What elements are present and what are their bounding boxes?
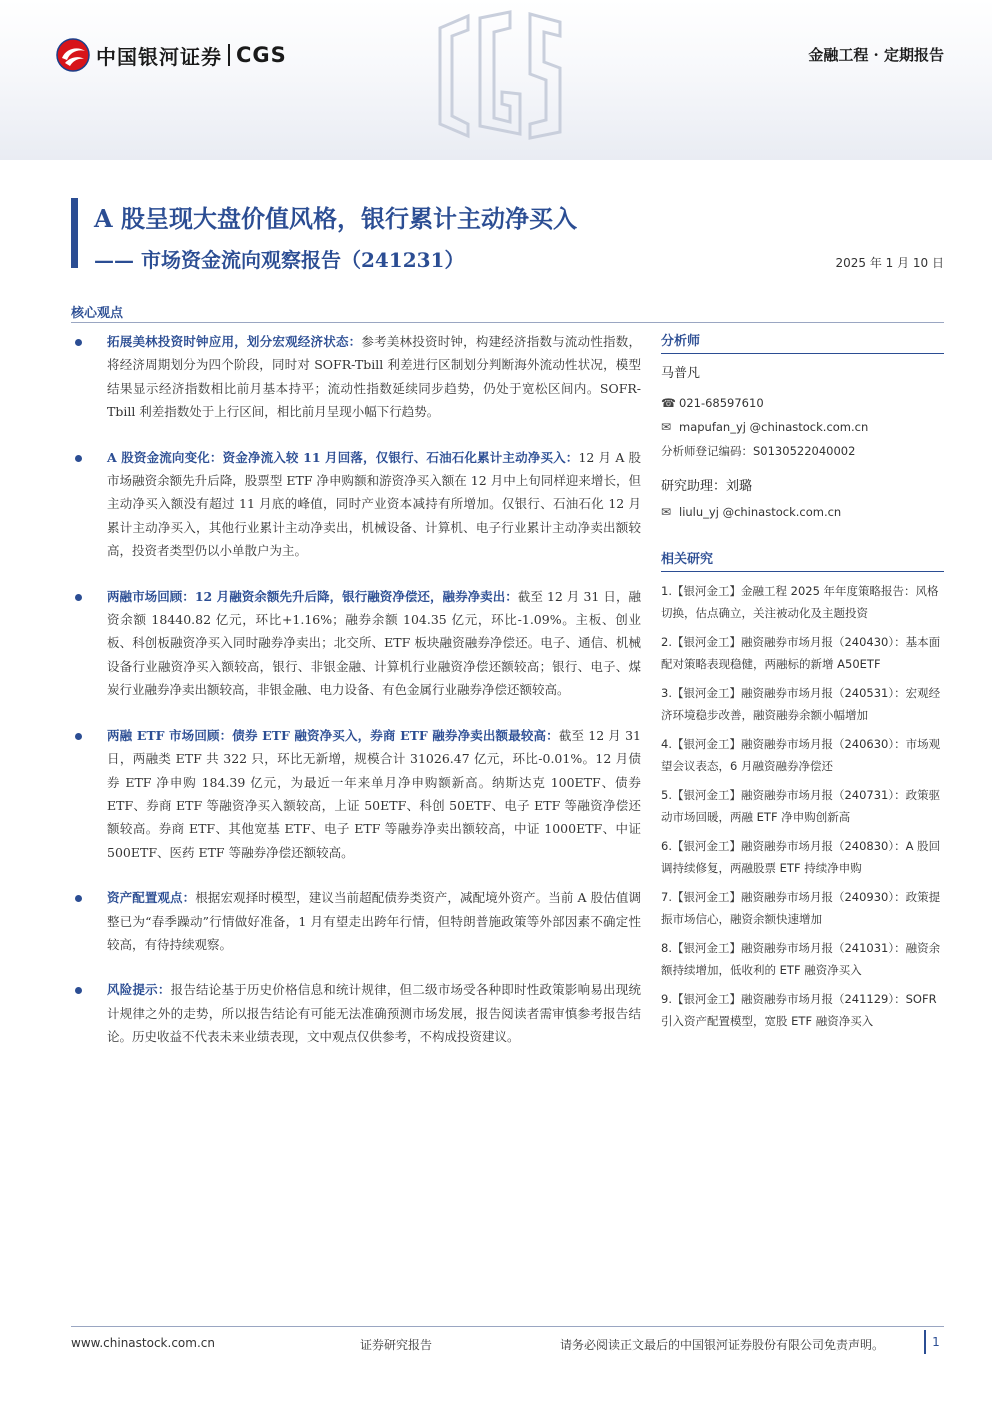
mail-icon: ✉ bbox=[661, 420, 672, 434]
analyst-name: 马普凡 bbox=[661, 366, 701, 381]
page-subtitle: —— 市场资金流向观察报告（241231） bbox=[94, 248, 465, 272]
bullet-icon bbox=[75, 339, 82, 346]
core-point-text bbox=[107, 330, 641, 424]
logo-mark-icon bbox=[56, 38, 90, 72]
core-point-text bbox=[107, 886, 641, 956]
core-point-body: 截至 12 月 31 日，两融类 ETF 共 322 只，环比无新增，规模合计 31026.47 亿元，环比-0.01%。12 月债券 ETF 净申购 184.39 亿元，为最近一年来单月净申购额新高。纳斯达克 100ETF、债券 ETF、券商 ETF 等融资净买入额较高，上证 50ETF、科创 50ETF、电子 ETF 等融资净偿还额较高。券商 ETF、其他宽基 ETF、电子 ETF 等融券净卖出额较高，中证 1000ETF、中证 500ETF、医药 ETF 等融券净偿还额较高。 bbox=[107, 727, 641, 860]
core-point bbox=[71, 446, 641, 563]
related-research-item[interactable]: 2.【银河金工】融资融券市场月报（240430）：基本面配对策略表现稳健，两融标的新增 A50ETF bbox=[661, 635, 941, 671]
related-research-item[interactable]: 1.【银河金工】金融工程 2025 年年度策略报告：风格切换，估点确立，关注被动化及主题投资 bbox=[661, 584, 939, 620]
footer-report-type: 证券研究报告 bbox=[360, 1338, 433, 1352]
core-point bbox=[71, 724, 641, 864]
core-point-text bbox=[107, 724, 641, 864]
analyst-email[interactable] bbox=[661, 415, 944, 439]
related-research-heading: 相关研究 bbox=[661, 548, 944, 572]
footer-disclaimer: 请务必阅读正文最后的中国银河证券股份有限公司免责声明。 bbox=[560, 1338, 885, 1352]
core-point-title: 两融 ETF 市场回顾：债券 ETF 融资净买入，券商 ETF 融券净卖出额最较高： bbox=[107, 727, 559, 743]
cgs-watermark-icon bbox=[430, 8, 570, 143]
doc-type: 金融工程 · 定期报告 bbox=[808, 46, 944, 64]
related-research-item[interactable]: 6.【银河金工】融资融券市场月报（240830）：A 股回调持续修复，两融股票 ETF 持续净申购 bbox=[661, 839, 941, 875]
analyst-email-value[interactable]: mapufan_yj @chinastock.com.cn bbox=[679, 420, 869, 434]
related-research-item[interactable]: 4.【银河金工】融资融券市场月报（240630）：市场观望会议表态，6 月融资融券净偿还 bbox=[661, 737, 941, 773]
core-point-title: 风险提示： bbox=[107, 982, 171, 998]
company-logo bbox=[56, 38, 287, 72]
page-title: A 股呈现大盘价值风格，银行累计主动净买入 bbox=[94, 204, 577, 233]
core-point-text bbox=[107, 446, 641, 563]
related-research-item[interactable]: 9.【银河金工】融资融券市场月报（241129）：SOFR 引入资产配置模型，宽股 ETF 融资净买入 bbox=[661, 992, 937, 1028]
core-view-heading: 核心观点 bbox=[71, 306, 124, 321]
core-point-text bbox=[107, 585, 641, 702]
core-point-body: 参考美林投资时钟，构建经济指数与流动性指数，将经济周期划分为四个阶段，同时对 SOFR-Tbill 利差进行区制划分判断海外流动性状况，模型结果显示经济指数相比前月基本持平；流动性指数延续同步趋势，仍处于宽松区间内。SOFR-Tbill 利差指数处于上行区间，相比前月呈现小幅下行趋势。 bbox=[107, 334, 641, 420]
core-points bbox=[71, 330, 641, 1071]
phone-icon: ☎ bbox=[661, 396, 676, 410]
core-point-body: 根据宏观择时模型，建议当前超配债券类资产，减配境外资产。当前 A 股估值调整已为“春季躁动”行情做好准备，1 月有望走出跨年行情，但特朗普施政策等外部因素不确定性较高，有待持续观察。 bbox=[107, 890, 641, 952]
bullet-icon bbox=[75, 987, 82, 994]
related-research-item[interactable]: 5.【银河金工】融资融券市场月报（240731）：政策驱动市场回暖，两融 ETF 净申购创新高 bbox=[661, 788, 941, 824]
core-point bbox=[71, 978, 641, 1048]
analyst-registration: 分析师登记编码：S0130522040002 bbox=[661, 444, 856, 458]
analyst-heading: 分析师 bbox=[661, 330, 944, 354]
related-research-item[interactable]: 7.【银河金工】融资融券市场月报（240930）：政策提振市场信心，融资余额快速增加 bbox=[661, 890, 941, 926]
core-point-text bbox=[107, 978, 641, 1048]
analyst-phone-value: 021-68597610 bbox=[679, 396, 764, 410]
core-point-title: 两融市场回顾：12 月融资余额先升后降，银行融资净偿还，融券净卖出： bbox=[107, 588, 518, 604]
bullet-icon bbox=[75, 895, 82, 902]
core-point-body: 报告结论基于历史价格信息和统计规律，但二级市场受各种即时性政策影响易出现统计规律之外的走势，所以报告结论有可能无法准确预测市场发展，报告阅读者需审慎参考报告结论。历史收益不代表未来业绩表现，文中观点仅供参考，不构成投资建议。 bbox=[107, 982, 641, 1045]
related-research-item[interactable]: 8.【银河金工】融资融券市场月报（241031）：融资余额持续增加，低收利的 ETF 融资净买入 bbox=[661, 941, 941, 977]
core-point-body: 12 月 A 股市场融资余额先升后降，股票型 ETF 净申购额和游资净买入额在 12 月中上旬同样迎来增长，但主动净买入额没有超过 11 月底的峰值，同时产业资本减持有所增加。仅银行、石油石化 12 月累计主动净买入，其他行业累计主动净卖出，机械设备、计算机、电子行业累计主动净卖出额较高，投资者类型仍以小单散户为主。 bbox=[107, 449, 642, 559]
logo-company-name: 中国银河证券 bbox=[96, 44, 222, 69]
sidebar bbox=[661, 330, 944, 1039]
core-point-body: 截至 12 月 31 日，融资余额 18440.82 亿元，环比+1.16%；融券余额 104.35 亿元，环比-1.09%。主板、创业板、科创板融资净买入同时融券净卖出；北交所、ETF 板块融资融券净偿还。电子、通信、机械设备行业融资净买入额较高，银行、非银金融、计算机行业融资净偿还额较高；银行、电子、煤炭行业融券净卖出额较高，非银金融、电力设备、有色金属行业融券净偿还额较高。 bbox=[107, 588, 641, 698]
core-point bbox=[71, 330, 641, 424]
core-point bbox=[71, 585, 641, 702]
bullet-icon bbox=[75, 733, 82, 740]
related-research bbox=[661, 548, 944, 1032]
bullet-icon bbox=[75, 594, 82, 601]
research-assistant: 研究助理：刘璐 bbox=[661, 479, 753, 494]
assistant-email-value[interactable]: liulu_yj @chinastock.com.cn bbox=[679, 505, 842, 519]
core-point-title: 资产配置观点： bbox=[107, 890, 196, 906]
bullet-icon bbox=[75, 455, 82, 462]
footer-divider bbox=[71, 1326, 944, 1327]
core-point-title: 拓展美林投资时钟应用，划分宏观经济状态： bbox=[107, 334, 362, 349]
core-point-title: A 股资金流向变化：资金净流入较 11 月回落，仅银行、石油石化累计主动净买入： bbox=[107, 449, 579, 465]
footer-website-link[interactable]: www.chinastock.com.cn bbox=[71, 1336, 215, 1350]
section-divider bbox=[71, 322, 944, 323]
related-research-item[interactable]: 3.【银河金工】融资融券市场月报（240531）：宏观经济环境稳步改善，融资融券余额小幅增加 bbox=[661, 686, 941, 722]
mail-icon: ✉ bbox=[661, 505, 672, 519]
core-point bbox=[71, 886, 641, 956]
logo-separator bbox=[228, 44, 230, 66]
analyst-phone bbox=[661, 391, 944, 415]
publish-date: 2025 年 1 月 10 日 bbox=[835, 256, 944, 270]
header-band bbox=[0, 0, 992, 160]
page-number: 1 bbox=[924, 1330, 946, 1354]
assistant-email[interactable] bbox=[661, 500, 944, 524]
title-accent-bar bbox=[71, 198, 78, 268]
logo-abbreviation: CGS bbox=[236, 43, 287, 67]
